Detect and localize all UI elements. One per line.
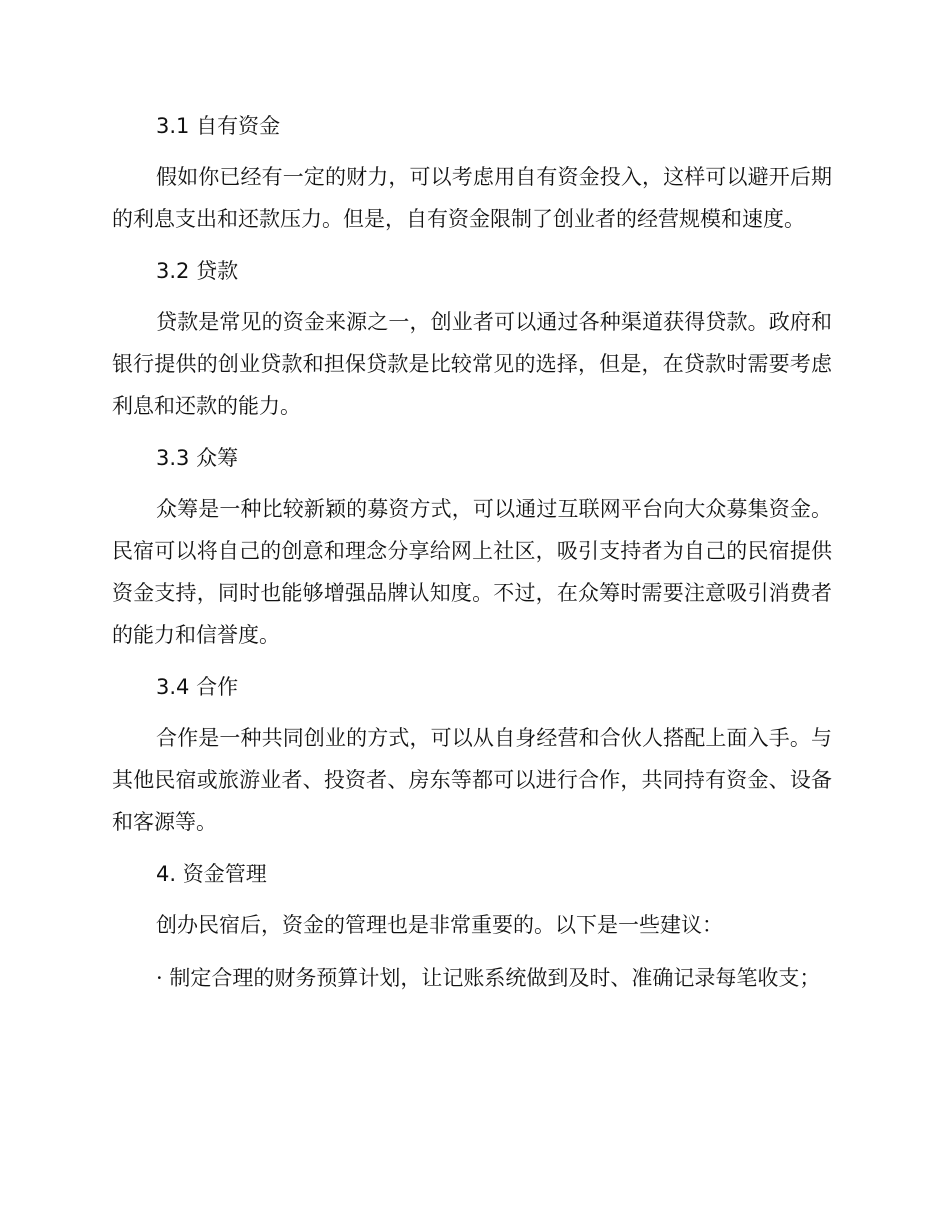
section-paragraph-3-4: 合作是一种共同创业的方式，可以从自身经营和合伙人搭配上面入手。与其他民宿或旅游业者、投资者、房东等都可以进行合作，共同持有资金、设备和客源等。: [112, 726, 832, 834]
section-paragraph-3-2: 贷款是常见的资金来源之一，创业者可以通过各种渠道获得贷款。政府和银行提供的创业贷款和担保贷款是比较常见的选择，但是，在贷款时需要考虑利息和还款的能力。: [112, 310, 832, 418]
section-heading-3-2: 3.2 贷款: [156, 259, 239, 283]
section-paragraph-4: 创办民宿后，资金的管理也是非常重要的。以下是一些建议：: [156, 913, 723, 937]
bullet-item: · 制定合理的财务预算计划，让记账系统做到及时、准确记录每笔收支；: [156, 966, 821, 990]
document-page: [112, 106, 832, 1010]
section-heading-3-3: 3.3 众筹: [156, 446, 239, 470]
section-heading-3-1: 3.1 自有资金: [156, 114, 281, 138]
section-heading-3-4: 3.4 合作: [156, 675, 239, 699]
section-paragraph-3-3: 众筹是一种比较新颖的募资方式，可以通过互联网平台向大众募集资金。民宿可以将自己的创意和理念分享给网上社区，吸引支持者为自己的民宿提供资金支持，同时也能够增强品牌认知度。不过，在众筹时需要注意吸引消费者的能力和信誉度。: [112, 497, 832, 647]
section-paragraph-3-1: 假如你已经有一定的财力，可以考虑用自有资金投入，这样可以避开后期的利息支出和还款压力。但是，自有资金限制了创业者的经营规模和速度。: [112, 165, 832, 231]
section-heading-4: 4. 资金管理: [156, 862, 267, 886]
